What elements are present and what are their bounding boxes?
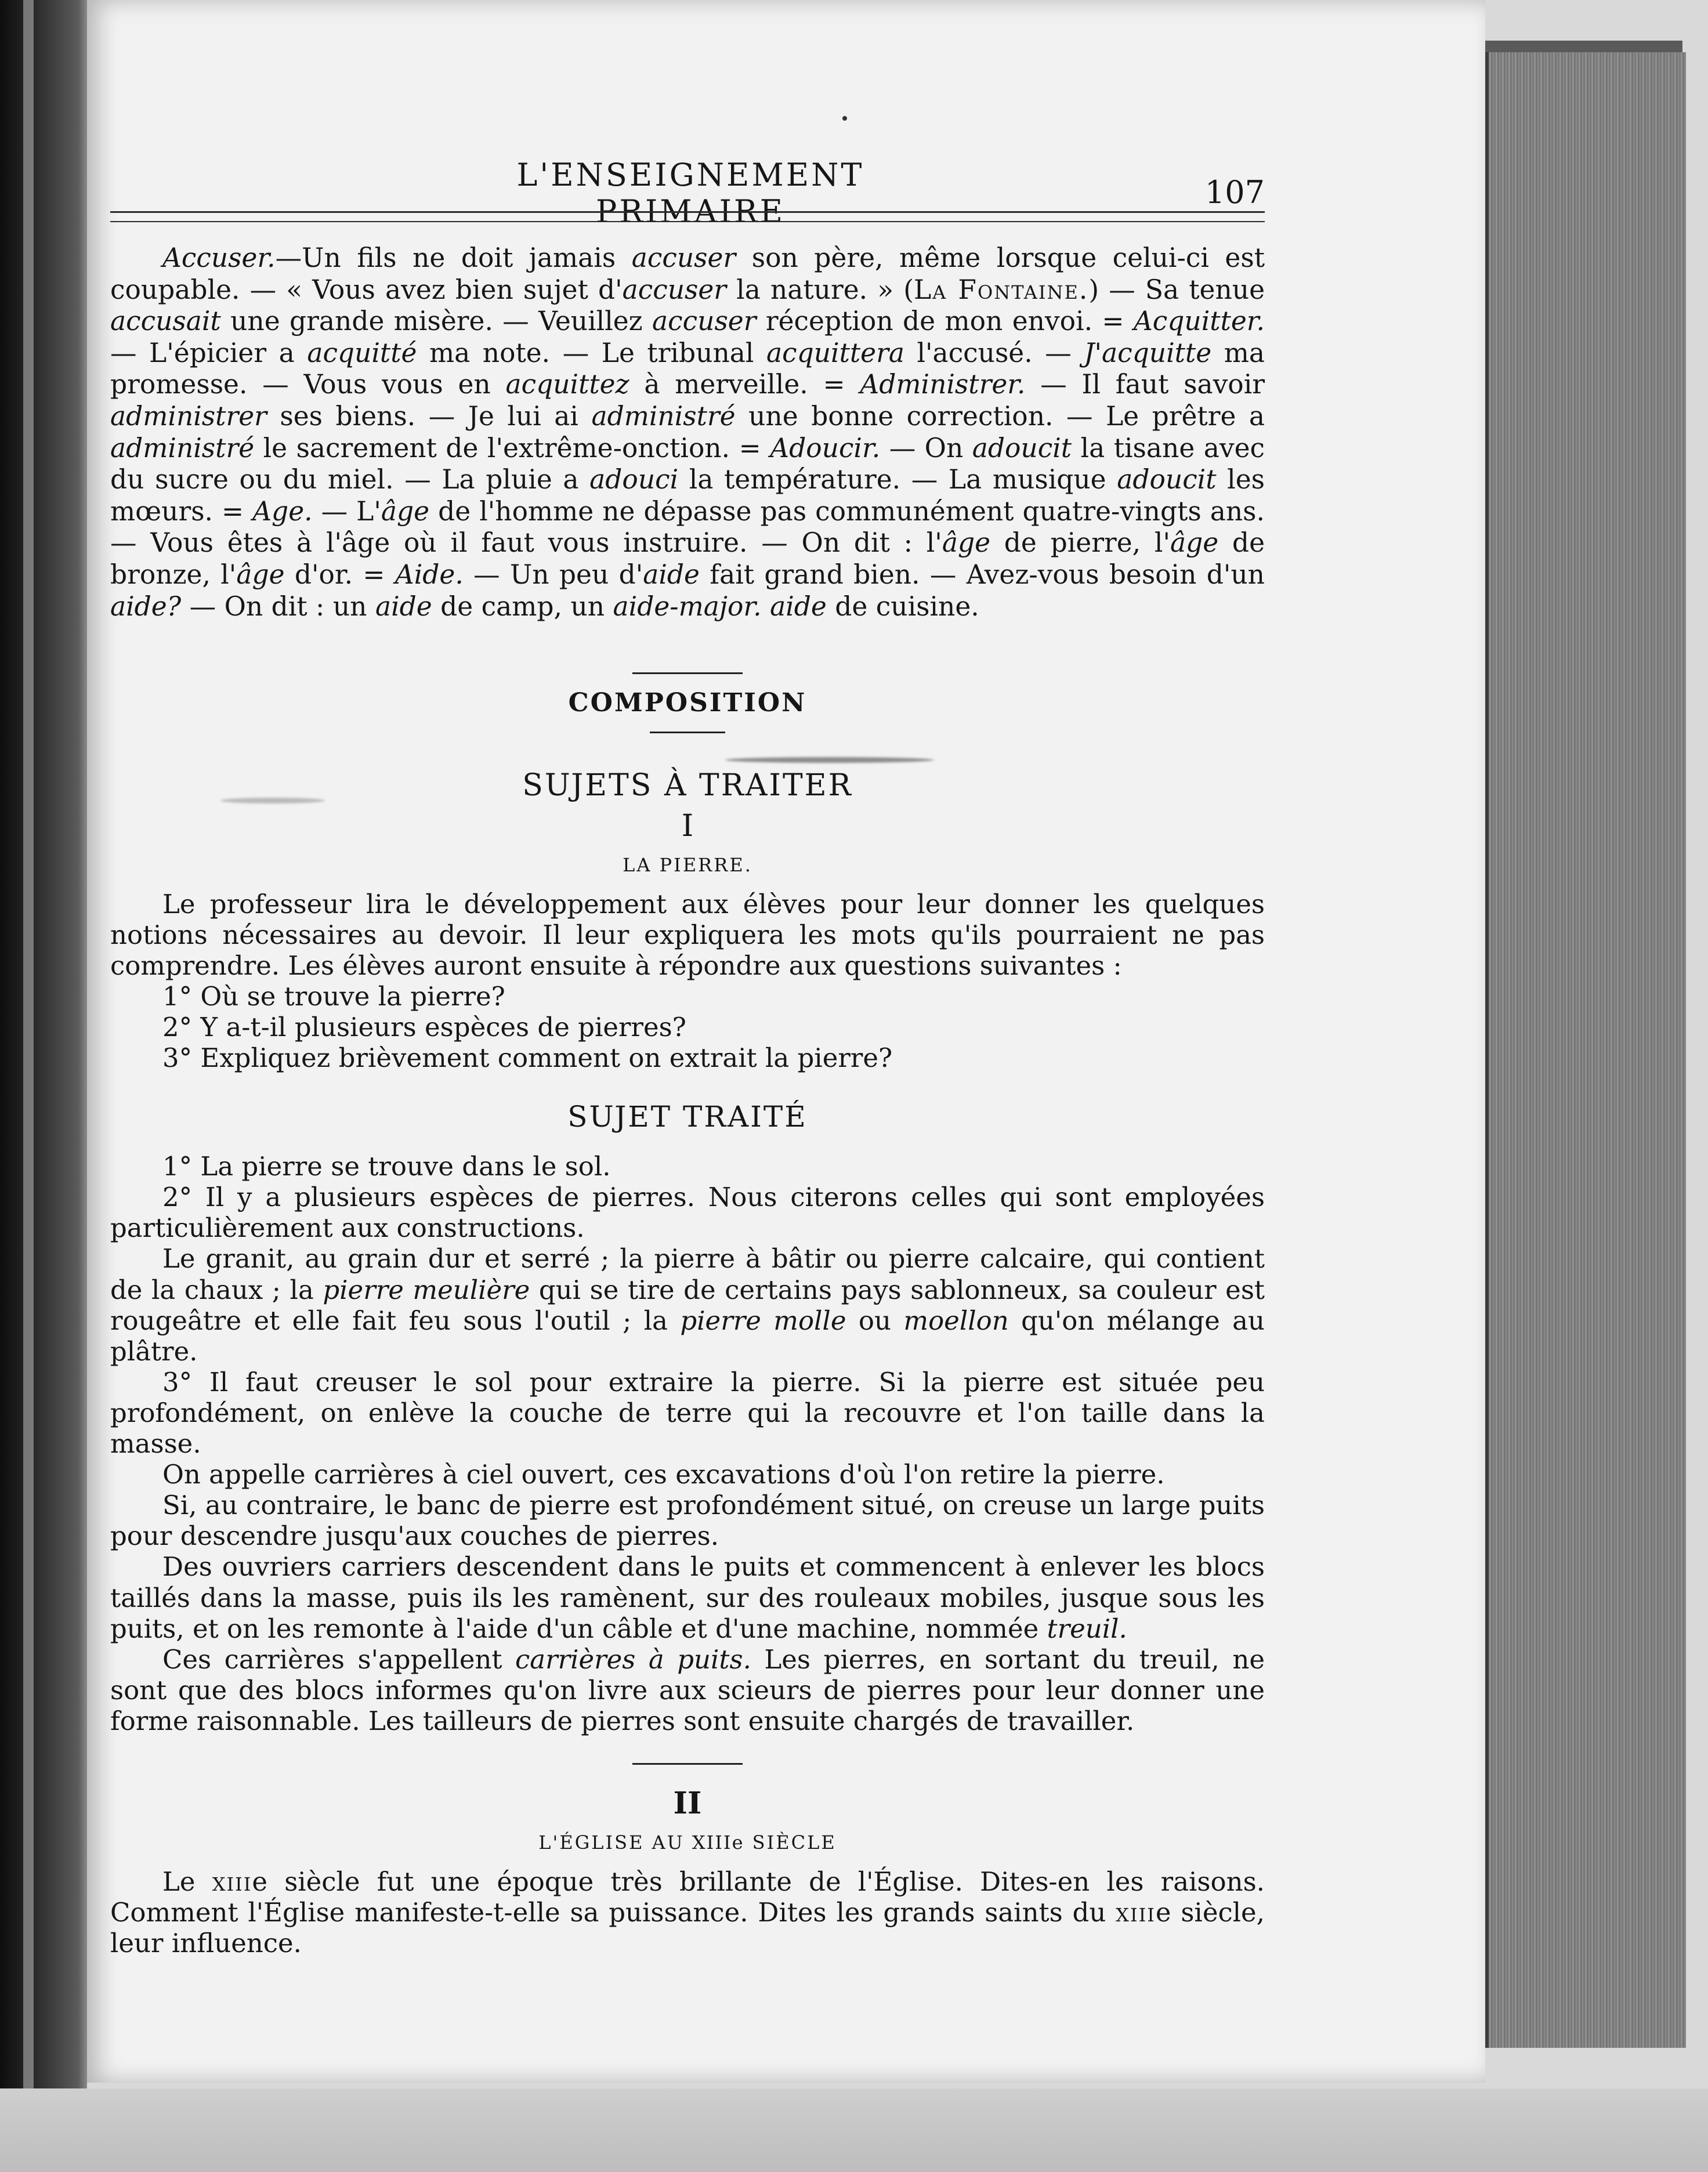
- italic-run: carrières à puits.: [515, 1644, 751, 1675]
- scan-smudge: [725, 757, 934, 763]
- italic-run: Aide.: [395, 559, 464, 590]
- question-3: 3° Expliquez brièvement comment on extrait la pierre?: [162, 1042, 893, 1074]
- text-run: une bonne correction. — Le prêtre a: [735, 400, 1265, 432]
- italic-run: treuil.: [1047, 1613, 1127, 1644]
- answer-3-paragraph: [110, 1644, 1265, 1736]
- text-run: de pierre, l': [990, 527, 1170, 559]
- italic-run: adouci: [589, 464, 679, 495]
- sujets-heading: SUJETS À TRAITER: [522, 768, 853, 803]
- italic-run: acquittez: [505, 369, 629, 400]
- text-run: ses biens. — Je lui ai: [266, 400, 592, 432]
- text-run: ) — Sa tenue: [1088, 274, 1265, 305]
- text-run: la température. — La musique: [678, 464, 1117, 495]
- question-1: 1° Où se trouve la pierre?: [162, 980, 505, 1012]
- text-run: une grande misère. — Veuillez: [220, 306, 653, 337]
- text-run: — Un peu d': [463, 559, 643, 590]
- italic-run: Age.: [252, 495, 313, 527]
- text-run: l'accusé. —: [904, 337, 1084, 368]
- text-run: de cuisine.: [826, 591, 979, 622]
- text-run: — On dit : un: [181, 591, 375, 622]
- italic-run: Acquitter.: [1133, 306, 1265, 337]
- italic-run: accusait: [110, 306, 221, 337]
- italic-run: aide?: [110, 591, 182, 622]
- text-run: Des ouvriers carriers descendent dans le puits et commencent à enlever les blocs taillés dans la masse, puis ils les ramènent, sur des rouleaux mobiles, jusque sous les puits, et on les remonte à l'aide d'un câble et d'une machine, nommée: [110, 1551, 1265, 1644]
- italic-run: administré: [591, 400, 736, 432]
- text-run: son père, même lorsque celui-ci est coupable. — « Vous avez bien sujet d': [110, 242, 1265, 305]
- text-run: Le: [162, 1866, 212, 1897]
- text-run: [762, 591, 770, 622]
- italic-run: âge: [236, 559, 285, 590]
- answer-3-paragraph: [110, 1367, 1265, 1459]
- scan-smudge: [220, 798, 325, 803]
- scan-background-bottom: [0, 2088, 1708, 2172]
- text-run: e siècle, leur influence.: [110, 1897, 1265, 1959]
- italic-run: âge: [381, 495, 430, 527]
- italic-run: aide: [375, 591, 432, 622]
- text-run: — L': [312, 495, 381, 527]
- italic-run: acquittera: [766, 337, 904, 368]
- answer-2-detail: [110, 1243, 1265, 1366]
- small-caps-run: La Fontaine.: [913, 274, 1089, 305]
- scan-dot: [842, 116, 847, 121]
- text-run: —Un fils ne doit jamais: [275, 242, 632, 273]
- text-run: fait grand bien. — Avez-vous besoin d'un: [699, 559, 1265, 590]
- sujet-traite-heading: SUJET TRAITÉ: [567, 1100, 808, 1134]
- vocabulary-paragraph: [110, 242, 1265, 622]
- text-run: de camp, un: [432, 591, 613, 622]
- italic-run: acquitté: [307, 337, 417, 368]
- italic-run: accuser: [622, 274, 727, 305]
- text-run: 3° Il faut creuser le sol pour extraire la pierre. Si la pierre est située peu profondément, on enlève la couche de terre qui la recouvre et l'on taille dans la masse.: [110, 1366, 1265, 1460]
- text-run: ou: [846, 1305, 904, 1336]
- subject-title: LA PIERRE.: [623, 853, 752, 876]
- text-run: — L'épicier a: [110, 337, 307, 368]
- text-run: de bronze, l': [110, 527, 1265, 590]
- italic-run: âge: [1170, 527, 1219, 559]
- answer-1: 1° La pierre se trouve dans le sol.: [162, 1151, 611, 1182]
- italic-run: pierre meulière: [323, 1274, 530, 1305]
- page-number: 107: [1204, 174, 1265, 211]
- question-2: 2° Y a-t-il plusieurs espèces de pierres?: [162, 1012, 686, 1042]
- text-run: — On: [880, 432, 972, 464]
- subject-2-text: [110, 1866, 1265, 1959]
- subject-numeral: II: [673, 1785, 702, 1821]
- italic-run: moellon: [903, 1305, 1009, 1336]
- answer-3-paragraph: [110, 1459, 1265, 1490]
- italic-run: administré: [110, 432, 255, 464]
- intro-paragraph: Le professeur lira le développement aux élèves pour leur donner les quelques notions nécessaires au devoir. Il leur expliquera les mots qu'ils pourraient ne pas comprendre. Les élèves auront ensuite à répondre aux questions suivantes :: [110, 888, 1265, 981]
- italic-run: adoucit: [1117, 464, 1217, 495]
- italic-run: Adoucir.: [770, 432, 881, 464]
- text-run: e siècle fut une époque très brillante de l'Église. Dites-en les raisons. Comment l'Église manifeste-t-elle sa puissance. Dites les grands saints du: [110, 1866, 1265, 1928]
- italic-run: J'acquitte: [1084, 337, 1212, 368]
- text-run: la nature. » (: [726, 274, 914, 305]
- header-rule: [110, 211, 1265, 222]
- text-run: e SIÈCLE: [732, 1831, 837, 1854]
- text-run: L'ÉGLISE AU: [538, 1831, 692, 1854]
- italic-run: aide-major.: [613, 591, 762, 622]
- scan-background-left: [0, 0, 87, 2172]
- section-rule: [632, 672, 743, 674]
- small-caps-run: XIII: [692, 1831, 732, 1854]
- text-run: de l'homme ne dépasse pas communément quatre-vingts ans. — Vous êtes à l'âge où il faut vous instruire. — On dit : l': [110, 495, 1265, 559]
- scan-strip: [23, 0, 34, 2172]
- italic-run: accuser: [631, 242, 736, 273]
- text-run: qui se tire de certains pays sablonneux, sa couleur est rougeâtre et elle fait feu sous l'outil ; la: [110, 1274, 1265, 1336]
- composition-heading: COMPOSITION: [568, 687, 807, 718]
- subject-title: [110, 1831, 1265, 1854]
- text-run: Si, au contraire, le banc de pierre est profondément situé, on creuse un large puits pour descendre jusqu'aux couches de pierres.: [110, 1490, 1265, 1552]
- section-rule: [632, 1763, 743, 1765]
- text-run: les mœurs. =: [110, 464, 1265, 527]
- answer-3-paragraph: [110, 1551, 1265, 1644]
- answer-3-paragraph: [110, 1490, 1265, 1551]
- running-title: L'ENSEIGNEMENT PRIMAIRE: [516, 157, 864, 230]
- italic-run: Accuser.: [162, 242, 276, 273]
- text-run: On appelle carrières à ciel ouvert, ces excavations d'où l'on retire la pierre.: [162, 1459, 1165, 1490]
- page-header: [110, 139, 1265, 230]
- text-run: Le granit, au grain dur et serré ; la pierre à bâtir ou pierre calcaire, qui contient de la chaux ; la: [110, 1243, 1265, 1305]
- italic-run: pierre molle: [680, 1305, 846, 1336]
- page-content: [110, 139, 1265, 1959]
- text-run: Les pierres, en sortant du treuil, ne sont que des blocs informes qu'on livre aux scieurs de pierres pour leur donner une forme raisonnable. Les tailleurs de pierres sont ensuite chargés de travailler.: [110, 1644, 1265, 1736]
- subject-numeral: I: [681, 808, 694, 844]
- text-run: ma promesse. — Vous vous en: [110, 337, 1265, 400]
- text-run: le sacrement de l'extrême-onction. =: [254, 432, 770, 464]
- text-run: qu'on mélange au plâtre.: [110, 1305, 1265, 1367]
- text-run: ma note. — Le tribunal: [417, 337, 766, 368]
- italic-run: accuser: [652, 306, 757, 337]
- small-caps-run: xiii: [212, 1866, 252, 1897]
- answer-2: 2° Il y a plusieurs espèces de pierres. Nous citerons celles qui sont employées particulièrement aux constructions.: [110, 1182, 1265, 1244]
- italic-run: Administrer.: [860, 369, 1026, 400]
- italic-run: adoucit: [972, 432, 1072, 464]
- text-run: la tisane avec du sucre ou du miel. — La pluie a: [110, 432, 1265, 495]
- book-page-edges: [1485, 52, 1686, 2048]
- text-run: — Il faut savoir: [1025, 369, 1265, 400]
- text-run: réception de mon envoi. =: [756, 306, 1134, 337]
- text-run: à merveille. =: [629, 369, 860, 400]
- italic-run: âge: [942, 527, 991, 559]
- section-rule: [650, 732, 725, 733]
- small-caps-run: xiii: [1116, 1897, 1156, 1928]
- italic-run: aide: [770, 591, 827, 622]
- italic-run: aide: [643, 559, 700, 590]
- italic-run: administrer: [110, 400, 267, 432]
- text-run: d'or. =: [284, 559, 395, 590]
- text-run: Ces carrières s'appellent: [162, 1644, 516, 1675]
